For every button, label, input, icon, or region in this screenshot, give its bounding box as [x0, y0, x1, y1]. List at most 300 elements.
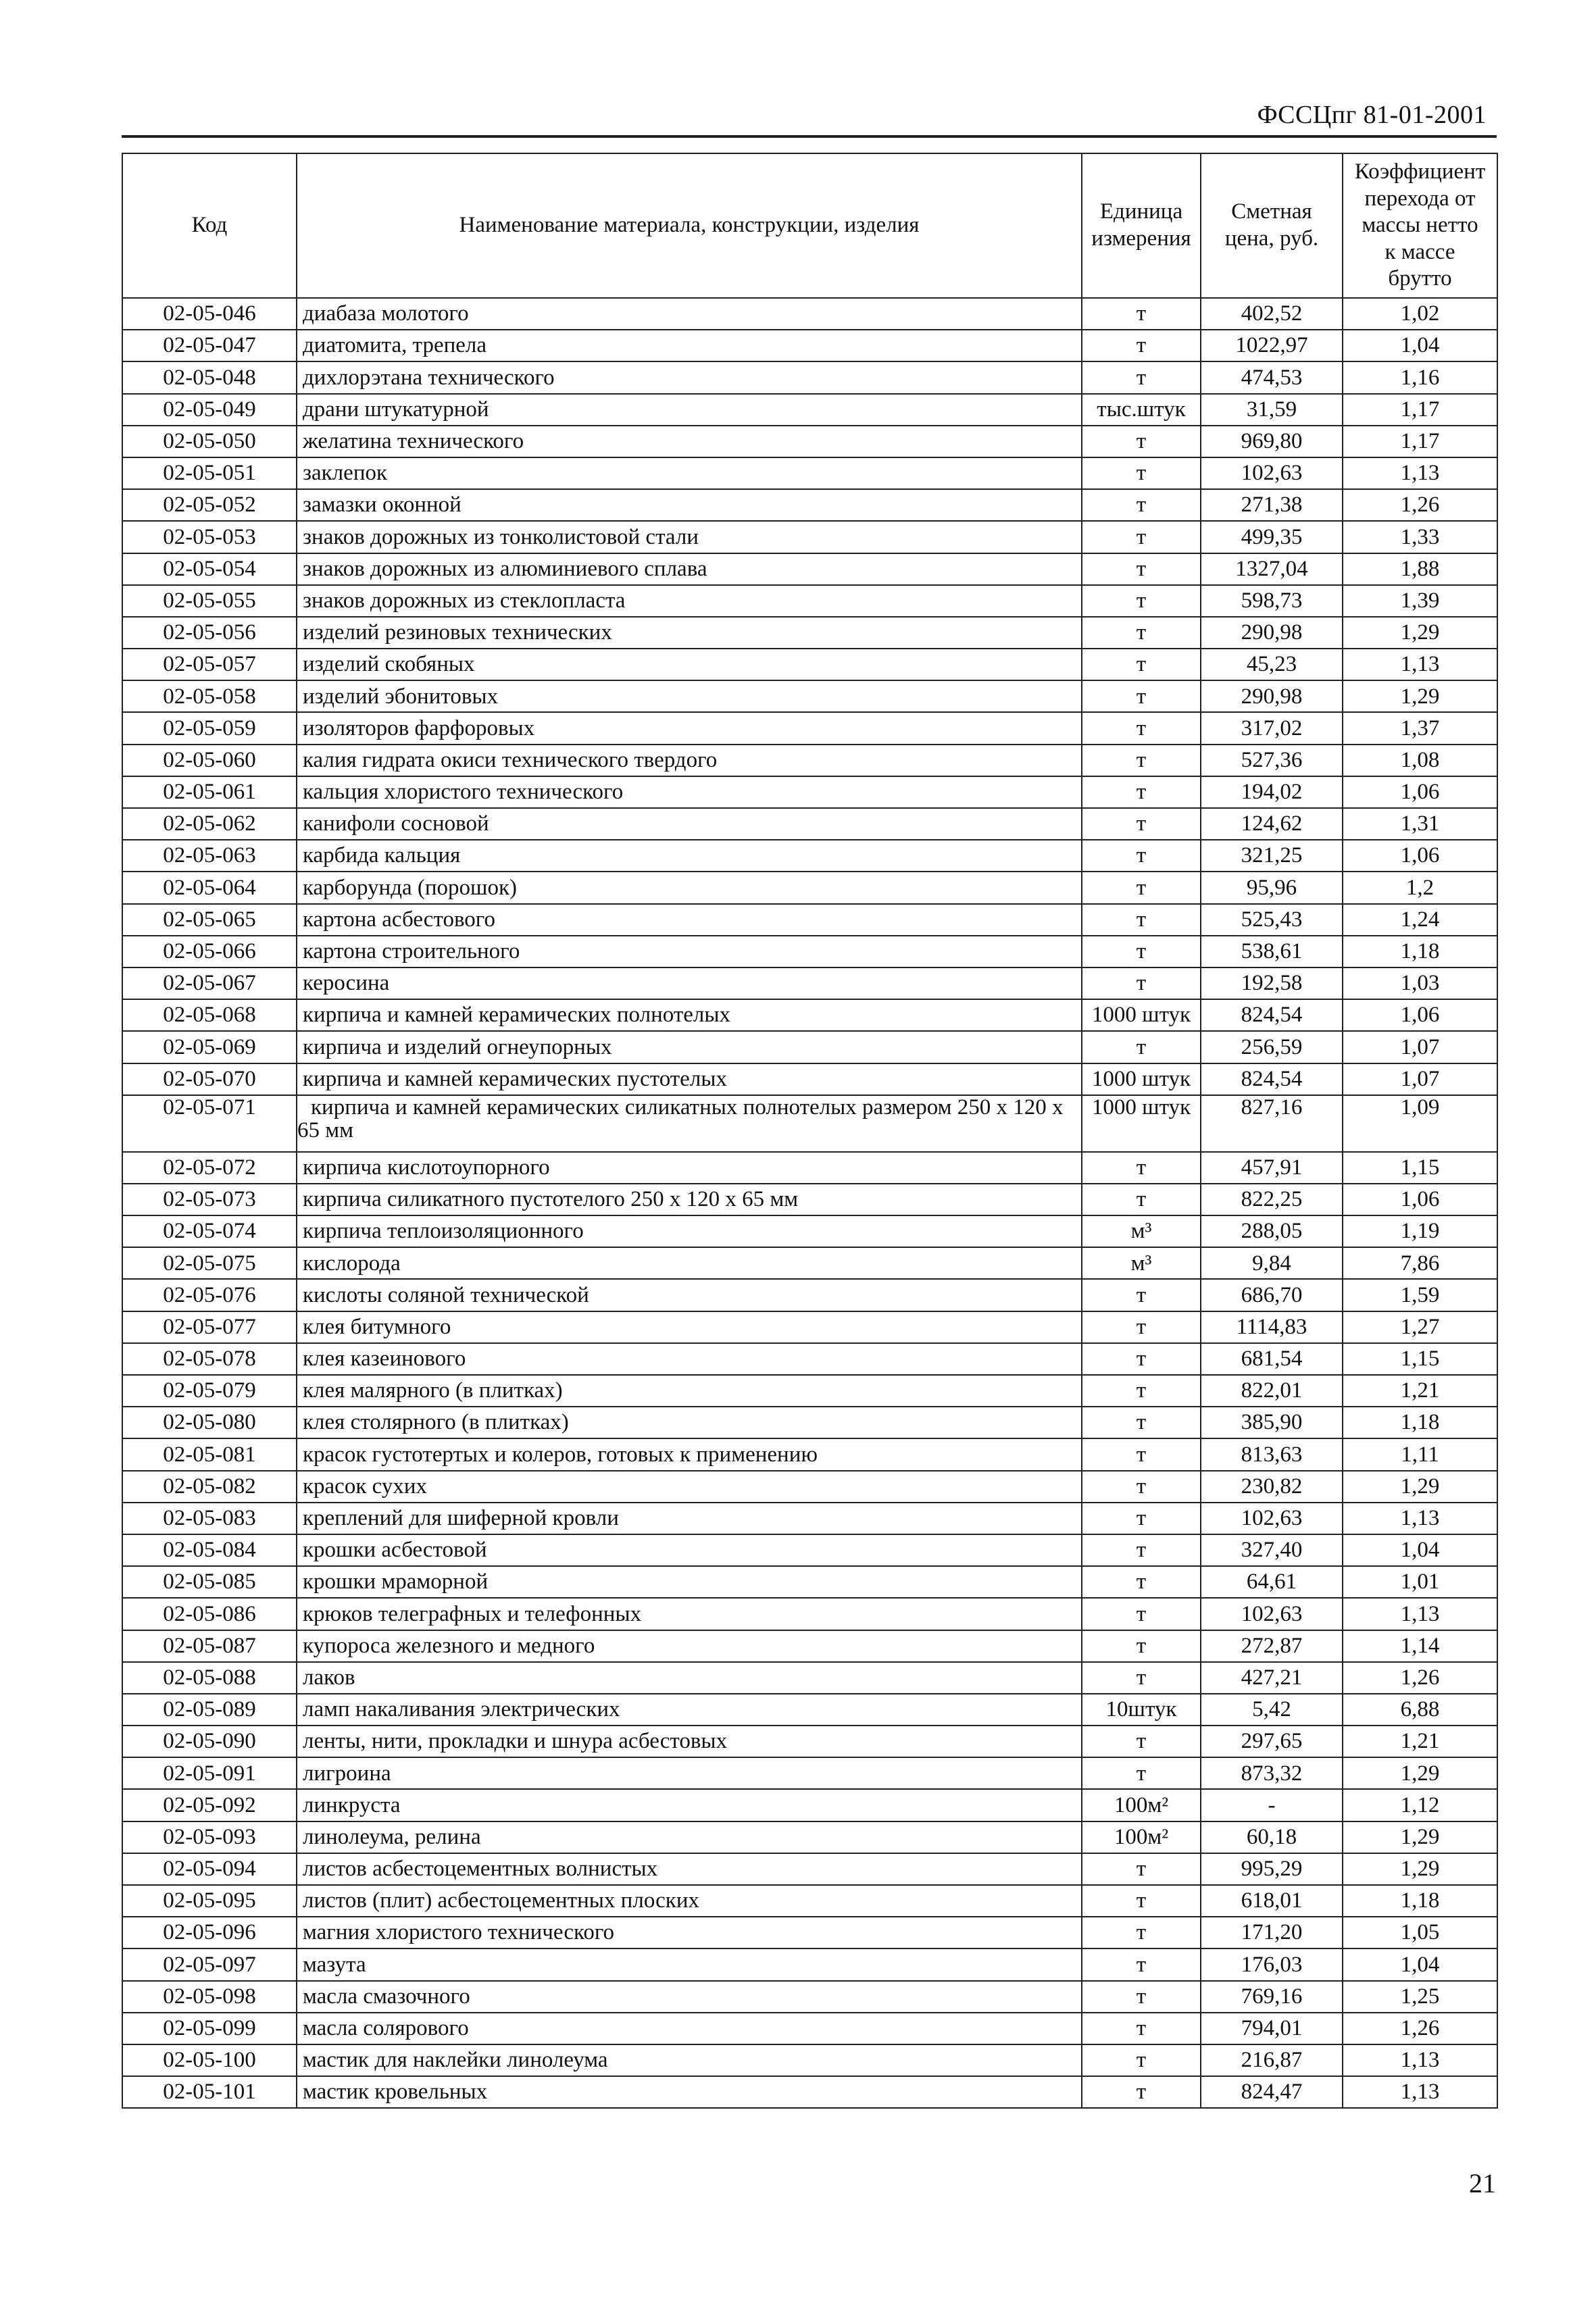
cell-unit: 100м²	[1082, 1821, 1201, 1853]
cell-price: 272,87	[1201, 1630, 1343, 1662]
cell-unit: м³	[1082, 1215, 1201, 1247]
cell-unit: т	[1082, 1438, 1201, 1470]
table-row	[122, 1566, 1497, 1598]
cell-coefficient: 1,21	[1343, 1726, 1497, 1757]
table-row	[122, 745, 1497, 776]
table-body	[122, 298, 1497, 2108]
cell-name: клея малярного (в плитках)	[297, 1375, 1082, 1407]
cell-coefficient: 1,08	[1343, 745, 1497, 776]
table-row	[122, 585, 1497, 617]
cell-code: 02-05-071	[122, 1095, 297, 1152]
header-unit-line2: измерения	[1091, 226, 1191, 251]
cell-name: лаков	[297, 1662, 1082, 1694]
cell-name: линолеума, релина	[297, 1821, 1082, 1853]
cell-unit: т	[1082, 808, 1201, 840]
cell-code: 02-05-082	[122, 1471, 297, 1503]
cell-name: масла смазочного	[297, 1981, 1082, 2013]
cell-name: мастик для наклейки линолеума	[297, 2044, 1082, 2076]
cell-code: 02-05-100	[122, 2044, 297, 2076]
cell-price: 271,38	[1201, 489, 1343, 521]
header-coef-line2: перехода от	[1364, 186, 1476, 211]
table-row	[122, 649, 1497, 680]
table-row	[122, 680, 1497, 712]
cell-code: 02-05-054	[122, 553, 297, 585]
cell-name: керосина	[297, 967, 1082, 999]
cell-code: 02-05-052	[122, 489, 297, 521]
table-header-row	[122, 153, 1497, 298]
cell-name: дихлорэтана технического	[297, 361, 1082, 393]
cell-unit: т	[1082, 1853, 1201, 1885]
cell-unit: т	[1082, 1662, 1201, 1694]
cell-name: крюков телеграфных и телефонных	[297, 1598, 1082, 1630]
cell-price: 102,63	[1201, 1598, 1343, 1630]
cell-unit: т	[1082, 1152, 1201, 1184]
cell-coefficient: 1,06	[1343, 999, 1497, 1031]
cell-price: 385,90	[1201, 1407, 1343, 1438]
cell-price: 681,54	[1201, 1343, 1343, 1375]
cell-name: знаков дорожных из тонколистовой стали	[297, 521, 1082, 553]
cell-name: лигроина	[297, 1757, 1082, 1789]
cell-coefficient: 1,06	[1343, 776, 1497, 808]
cell-unit: т	[1082, 426, 1201, 457]
table-row	[122, 1885, 1497, 1917]
cell-price: 427,21	[1201, 1662, 1343, 1694]
cell-price: 256,59	[1201, 1031, 1343, 1063]
table-row	[122, 1247, 1497, 1279]
cell-coefficient: 1,25	[1343, 1981, 1497, 2013]
cell-code: 02-05-057	[122, 649, 297, 680]
cell-price: 321,25	[1201, 840, 1343, 872]
table-row	[122, 1152, 1497, 1184]
cell-code: 02-05-070	[122, 1063, 297, 1095]
table-row	[122, 2076, 1497, 2108]
cell-price: 822,01	[1201, 1375, 1343, 1407]
table-row	[122, 1095, 1497, 1152]
cell-name: карборунда (порошок)	[297, 872, 1082, 903]
table-row	[122, 1630, 1497, 1662]
cell-name: ленты, нити, прокладки и шнура асбестовых	[297, 1726, 1082, 1757]
cell-code: 02-05-049	[122, 394, 297, 426]
cell-coefficient: 1,17	[1343, 394, 1497, 426]
table-row	[122, 489, 1497, 521]
cell-unit: 1000 штук	[1082, 1095, 1201, 1152]
cell-name: изделий резиновых технических	[297, 617, 1082, 649]
cell-unit: т	[1082, 1375, 1201, 1407]
table-row	[122, 394, 1497, 426]
cell-unit: т	[1082, 1184, 1201, 1215]
table-row	[122, 457, 1497, 489]
cell-name: крошки мраморной	[297, 1566, 1082, 1598]
cell-price: 824,54	[1201, 999, 1343, 1031]
cell-coefficient: 1,27	[1343, 1311, 1497, 1343]
cell-code: 02-05-058	[122, 680, 297, 712]
cell-code: 02-05-062	[122, 808, 297, 840]
cell-code: 02-05-086	[122, 1598, 297, 1630]
header-unit	[1082, 153, 1201, 298]
cell-name: масла солярового	[297, 2013, 1082, 2044]
table-row	[122, 298, 1497, 330]
table-row	[122, 712, 1497, 744]
table-row	[122, 936, 1497, 967]
cell-unit: т	[1082, 1981, 1201, 2013]
cell-coefficient: 1,09	[1343, 1095, 1497, 1152]
table-row	[122, 1375, 1497, 1407]
table-row	[122, 1031, 1497, 1063]
cell-coefficient: 1,29	[1343, 617, 1497, 649]
cell-name: драни штукатурной	[297, 394, 1082, 426]
cell-price: 5,42	[1201, 1694, 1343, 1726]
cell-coefficient: 1,16	[1343, 361, 1497, 393]
cell-unit: т	[1082, 361, 1201, 393]
table-row	[122, 1184, 1497, 1215]
cell-price: 824,47	[1201, 2076, 1343, 2108]
cell-coefficient: 6,88	[1343, 1694, 1497, 1726]
cell-code: 02-05-085	[122, 1566, 297, 1598]
cell-coefficient: 1,04	[1343, 1948, 1497, 1980]
cell-price: 527,36	[1201, 745, 1343, 776]
cell-name: знаков дорожных из стеклопласта	[297, 585, 1082, 617]
cell-price: 171,20	[1201, 1917, 1343, 1948]
cell-code: 02-05-090	[122, 1726, 297, 1757]
cell-coefficient: 1,02	[1343, 298, 1497, 330]
cell-unit: т	[1082, 1566, 1201, 1598]
table-row	[122, 1598, 1497, 1630]
cell-name: магния хлористого технического	[297, 1917, 1082, 1948]
cell-code: 02-05-046	[122, 298, 297, 330]
cell-coefficient: 1,03	[1343, 967, 1497, 999]
cell-code: 02-05-051	[122, 457, 297, 489]
cell-coefficient: 1,15	[1343, 1152, 1497, 1184]
cell-unit: т	[1082, 2076, 1201, 2108]
table-row	[122, 840, 1497, 872]
cell-coefficient: 1,29	[1343, 1471, 1497, 1503]
cell-price: 290,98	[1201, 617, 1343, 649]
table-row	[122, 617, 1497, 649]
cell-coefficient: 1,15	[1343, 1343, 1497, 1375]
header-coef-line5: брутто	[1388, 266, 1452, 291]
cell-name: кирпича и камней керамических пустотелых	[297, 1063, 1082, 1095]
table-row	[122, 1407, 1497, 1438]
cell-unit: т	[1082, 1311, 1201, 1343]
cell-price: 769,16	[1201, 1981, 1343, 2013]
table-row	[122, 1789, 1497, 1821]
cell-price: 102,63	[1201, 457, 1343, 489]
table-row	[122, 1917, 1497, 1948]
cell-code: 02-05-099	[122, 2013, 297, 2044]
cell-unit: т	[1082, 1917, 1201, 1948]
cell-coefficient: 1,05	[1343, 1917, 1497, 1948]
cell-code: 02-05-098	[122, 1981, 297, 2013]
table-row	[122, 1215, 1497, 1247]
cell-unit: т	[1082, 489, 1201, 521]
cell-coefficient: 1,13	[1343, 1503, 1497, 1534]
cell-code: 02-05-047	[122, 330, 297, 361]
cell-coefficient: 1,13	[1343, 2044, 1497, 2076]
cell-unit: 100м²	[1082, 1789, 1201, 1821]
cell-coefficient: 1,13	[1343, 457, 1497, 489]
cell-coefficient: 1,2	[1343, 872, 1497, 903]
cell-coefficient: 1,29	[1343, 680, 1497, 712]
cell-price: -	[1201, 1789, 1343, 1821]
cell-price: 288,05	[1201, 1215, 1343, 1247]
cell-name: креплений для шиферной кровли	[297, 1503, 1082, 1534]
cell-unit: т	[1082, 1630, 1201, 1662]
cell-code: 02-05-097	[122, 1948, 297, 1980]
cell-code: 02-05-055	[122, 585, 297, 617]
table-row	[122, 426, 1497, 457]
cell-price: 822,25	[1201, 1184, 1343, 1215]
cell-unit: т	[1082, 840, 1201, 872]
materials-price-table	[122, 153, 1498, 2109]
cell-price: 327,40	[1201, 1534, 1343, 1566]
cell-name: листов асбестоцементных волнистых	[297, 1853, 1082, 1885]
table-row	[122, 1503, 1497, 1534]
header-price-line2: цена, руб.	[1224, 226, 1319, 251]
cell-coefficient: 1,18	[1343, 1407, 1497, 1438]
header-price	[1201, 153, 1343, 298]
cell-code: 02-05-073	[122, 1184, 297, 1215]
cell-unit: т	[1082, 2013, 1201, 2044]
cell-coefficient: 1,12	[1343, 1789, 1497, 1821]
header-code: Код	[122, 153, 297, 298]
cell-name: листов (плит) асбестоцементных плоских	[297, 1885, 1082, 1917]
cell-code: 02-05-087	[122, 1630, 297, 1662]
header-coef-line3: массы нетто	[1362, 213, 1478, 238]
cell-coefficient: 1,04	[1343, 1534, 1497, 1566]
cell-coefficient: 1,13	[1343, 649, 1497, 680]
cell-price: 31,59	[1201, 394, 1343, 426]
cell-code: 02-05-092	[122, 1789, 297, 1821]
cell-price: 230,82	[1201, 1471, 1343, 1503]
cell-code: 02-05-053	[122, 521, 297, 553]
table-row	[122, 330, 1497, 361]
cell-coefficient: 1,14	[1343, 1630, 1497, 1662]
cell-price: 9,84	[1201, 1247, 1343, 1279]
cell-unit: т	[1082, 1534, 1201, 1566]
cell-code: 02-05-069	[122, 1031, 297, 1063]
header-price-line1: Сметная	[1231, 199, 1312, 224]
cell-coefficient: 1,07	[1343, 1031, 1497, 1063]
cell-code: 02-05-094	[122, 1853, 297, 1885]
cell-name: кирпича кислотоупорного	[297, 1152, 1082, 1184]
document-header: ФССЦпг 81-01-2001	[1257, 101, 1487, 129]
cell-price: 457,91	[1201, 1152, 1343, 1184]
cell-unit: т	[1082, 1503, 1201, 1534]
cell-price: 1022,97	[1201, 330, 1343, 361]
header-coef-line4: к массе	[1385, 239, 1455, 264]
cell-coefficient: 1,07	[1343, 1063, 1497, 1095]
table-row	[122, 1471, 1497, 1503]
cell-name: кирпича и камней керамических силикатных полнотелых размером 250 х 120 х 65 мм	[297, 1095, 1082, 1152]
cell-coefficient: 1,11	[1343, 1438, 1497, 1470]
cell-code: 02-05-095	[122, 1885, 297, 1917]
cell-unit: т	[1082, 457, 1201, 489]
table-row	[122, 1757, 1497, 1789]
table-row	[122, 1821, 1497, 1853]
cell-unit: т	[1082, 1279, 1201, 1311]
cell-coefficient: 1,06	[1343, 1184, 1497, 1215]
cell-coefficient: 7,86	[1343, 1247, 1497, 1279]
cell-unit: т	[1082, 872, 1201, 903]
cell-code: 02-05-074	[122, 1215, 297, 1247]
cell-name: клея казеинового	[297, 1343, 1082, 1375]
cell-name: картона асбестового	[297, 904, 1082, 936]
table-row	[122, 904, 1497, 936]
table-row	[122, 521, 1497, 553]
cell-unit: т	[1082, 1407, 1201, 1438]
cell-code: 02-05-064	[122, 872, 297, 903]
cell-unit: т	[1082, 904, 1201, 936]
table-row	[122, 1726, 1497, 1757]
page-number: 21	[1469, 2168, 1496, 2198]
cell-code: 02-05-060	[122, 745, 297, 776]
cell-code: 02-05-077	[122, 1311, 297, 1343]
cell-coefficient: 1,18	[1343, 1885, 1497, 1917]
cell-unit: тыс.штук	[1082, 394, 1201, 426]
cell-unit: т	[1082, 1948, 1201, 1980]
cell-coefficient: 1,29	[1343, 1853, 1497, 1885]
table-row	[122, 1343, 1497, 1375]
cell-name: знаков дорожных из алюминиевого сплава	[297, 553, 1082, 585]
cell-price: 598,73	[1201, 585, 1343, 617]
cell-unit: т	[1082, 1757, 1201, 1789]
cell-price: 192,58	[1201, 967, 1343, 999]
cell-name: карбида кальция	[297, 840, 1082, 872]
cell-code: 02-05-063	[122, 840, 297, 872]
cell-code: 02-05-088	[122, 1662, 297, 1694]
cell-unit: т	[1082, 649, 1201, 680]
table-row	[122, 1981, 1497, 2013]
table-row	[122, 776, 1497, 808]
table-row	[122, 1438, 1497, 1470]
cell-coefficient: 1,33	[1343, 521, 1497, 553]
cell-price: 176,03	[1201, 1948, 1343, 1980]
cell-name: картона строительного	[297, 936, 1082, 967]
table-row	[122, 808, 1497, 840]
cell-name: красок сухих	[297, 1471, 1082, 1503]
cell-price: 618,01	[1201, 1885, 1343, 1917]
cell-coefficient: 1,24	[1343, 904, 1497, 936]
cell-unit: т	[1082, 1343, 1201, 1375]
table-row	[122, 967, 1497, 999]
cell-price: 216,87	[1201, 2044, 1343, 2076]
header-coef-line1: Коэффициент	[1354, 159, 1486, 184]
cell-unit: т	[1082, 1031, 1201, 1063]
cell-coefficient: 1,37	[1343, 712, 1497, 744]
cell-unit: т	[1082, 2044, 1201, 2076]
cell-name: купороса железного и медного	[297, 1630, 1082, 1662]
cell-code: 02-05-065	[122, 904, 297, 936]
cell-unit: т	[1082, 617, 1201, 649]
cell-price: 124,62	[1201, 808, 1343, 840]
cell-price: 827,16	[1201, 1095, 1343, 1152]
cell-coefficient: 1,26	[1343, 1662, 1497, 1694]
cell-code: 02-05-101	[122, 2076, 297, 2108]
cell-unit: т	[1082, 745, 1201, 776]
cell-coefficient: 1,59	[1343, 1279, 1497, 1311]
cell-name: кирпича и изделий огнеупорных	[297, 1031, 1082, 1063]
cell-coefficient: 1,06	[1343, 840, 1497, 872]
table-row	[122, 1694, 1497, 1726]
cell-code: 02-05-089	[122, 1694, 297, 1726]
table-row	[122, 1063, 1497, 1095]
cell-price: 474,53	[1201, 361, 1343, 393]
cell-name: замазки оконной	[297, 489, 1082, 521]
cell-price: 794,01	[1201, 2013, 1343, 2044]
cell-price: 290,98	[1201, 680, 1343, 712]
cell-price: 686,70	[1201, 1279, 1343, 1311]
cell-code: 02-05-068	[122, 999, 297, 1031]
table-row	[122, 1311, 1497, 1343]
cell-name: изоляторов фарфоровых	[297, 712, 1082, 744]
cell-code: 02-05-079	[122, 1375, 297, 1407]
cell-coefficient: 1,88	[1343, 553, 1497, 585]
cell-price: 64,61	[1201, 1566, 1343, 1598]
cell-price: 402,52	[1201, 298, 1343, 330]
cell-coefficient: 1,21	[1343, 1375, 1497, 1407]
cell-code: 02-05-084	[122, 1534, 297, 1566]
cell-name: мастик кровельных	[297, 2076, 1082, 2108]
cell-price: 813,63	[1201, 1438, 1343, 1470]
cell-code: 02-05-075	[122, 1247, 297, 1279]
cell-unit: т	[1082, 553, 1201, 585]
cell-code: 02-05-059	[122, 712, 297, 744]
cell-name: ламп накаливания электрических	[297, 1694, 1082, 1726]
cell-unit: т	[1082, 967, 1201, 999]
cell-coefficient: 1,17	[1343, 426, 1497, 457]
cell-price: 995,29	[1201, 1853, 1343, 1885]
cell-coefficient: 1,39	[1343, 585, 1497, 617]
cell-coefficient: 1,04	[1343, 330, 1497, 361]
cell-name: мазута	[297, 1948, 1082, 1980]
cell-price: 873,32	[1201, 1757, 1343, 1789]
header-unit-line1: Единица	[1099, 199, 1183, 224]
cell-unit: т	[1082, 776, 1201, 808]
cell-price: 525,43	[1201, 904, 1343, 936]
cell-coefficient: 1,29	[1343, 1757, 1497, 1789]
cell-code: 02-05-091	[122, 1757, 297, 1789]
table-row	[122, 1948, 1497, 1980]
cell-coefficient: 1,29	[1343, 1821, 1497, 1853]
cell-price: 95,96	[1201, 872, 1343, 903]
cell-code: 02-05-067	[122, 967, 297, 999]
cell-code: 02-05-061	[122, 776, 297, 808]
cell-coefficient: 1,26	[1343, 2013, 1497, 2044]
table-row	[122, 361, 1497, 393]
cell-name: клея столярного (в плитках)	[297, 1407, 1082, 1438]
cell-unit: м³	[1082, 1247, 1201, 1279]
cell-name: заклепок	[297, 457, 1082, 489]
cell-name: кирпича и камней керамических полнотелых	[297, 999, 1082, 1031]
cell-name: изделий эбонитовых	[297, 680, 1082, 712]
cell-coefficient: 1,13	[1343, 1598, 1497, 1630]
cell-code: 02-05-072	[122, 1152, 297, 1184]
cell-price: 969,80	[1201, 426, 1343, 457]
cell-coefficient: 1,31	[1343, 808, 1497, 840]
cell-name: линкруста	[297, 1789, 1082, 1821]
cell-name: кирпича теплоизоляционного	[297, 1215, 1082, 1247]
cell-name: канифоли сосновой	[297, 808, 1082, 840]
cell-unit: 1000 штук	[1082, 999, 1201, 1031]
cell-code: 02-05-093	[122, 1821, 297, 1853]
cell-name: кислорода	[297, 1247, 1082, 1279]
cell-code: 02-05-048	[122, 361, 297, 393]
cell-price: 102,63	[1201, 1503, 1343, 1534]
cell-coefficient: 1,19	[1343, 1215, 1497, 1247]
cell-unit: т	[1082, 1726, 1201, 1757]
cell-coefficient: 1,18	[1343, 936, 1497, 967]
cell-unit: т	[1082, 330, 1201, 361]
